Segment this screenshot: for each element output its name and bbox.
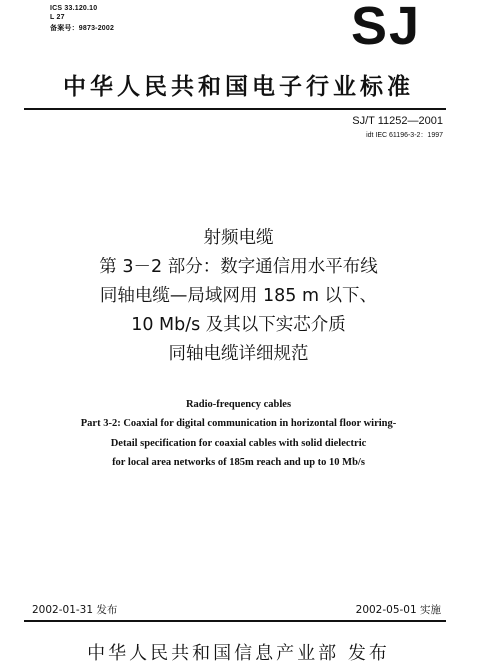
title-zh-line: 同轴电缆详细规范 [168,344,309,364]
sj-logo-text: SJ [350,0,422,50]
title-en-line: Part 3-2: Coaxial for digital communication in horizontal floor wiring- [80,418,397,429]
issue-date: 2002-01-31 发布 [32,604,118,616]
standard-category-title: 中华人民共和国电子行业标准 [63,74,414,100]
ics-code: ICS 33.120.10 [50,5,98,12]
header-divider [24,108,446,110]
sj-logo [338,0,435,50]
footer-divider [24,620,446,622]
title-zh-line: 射频电缆 [203,228,274,248]
idt-reference: idt IEC 61196-3-2：1997 [366,132,443,139]
title-zh-line: 第 3－2 部分：数字通信用水平布线 [99,257,378,277]
title-en-line: Detail specification for coaxial cables with solid dielectric [110,438,367,449]
effective-date: 2002-05-01 实施 [355,604,441,616]
title-zh-line: 10 Mb/s 及其以下实芯介质 [131,315,346,335]
classification-code: L 27 [50,14,65,21]
record-number: 备案号：9873-2002 [50,25,115,32]
title-zh-line: 同轴电缆—局域网用 185 m 以下、 [99,286,378,306]
publisher: 中华人民共和国信息产业部 发布 [87,643,390,664]
title-en-line: for local area networks of 185m reach and up to 10 Mb/s [112,457,365,468]
standard-number: SJ/T 11252—2001 [352,115,443,127]
title-en-line: Radio-frequency cables [185,399,292,410]
